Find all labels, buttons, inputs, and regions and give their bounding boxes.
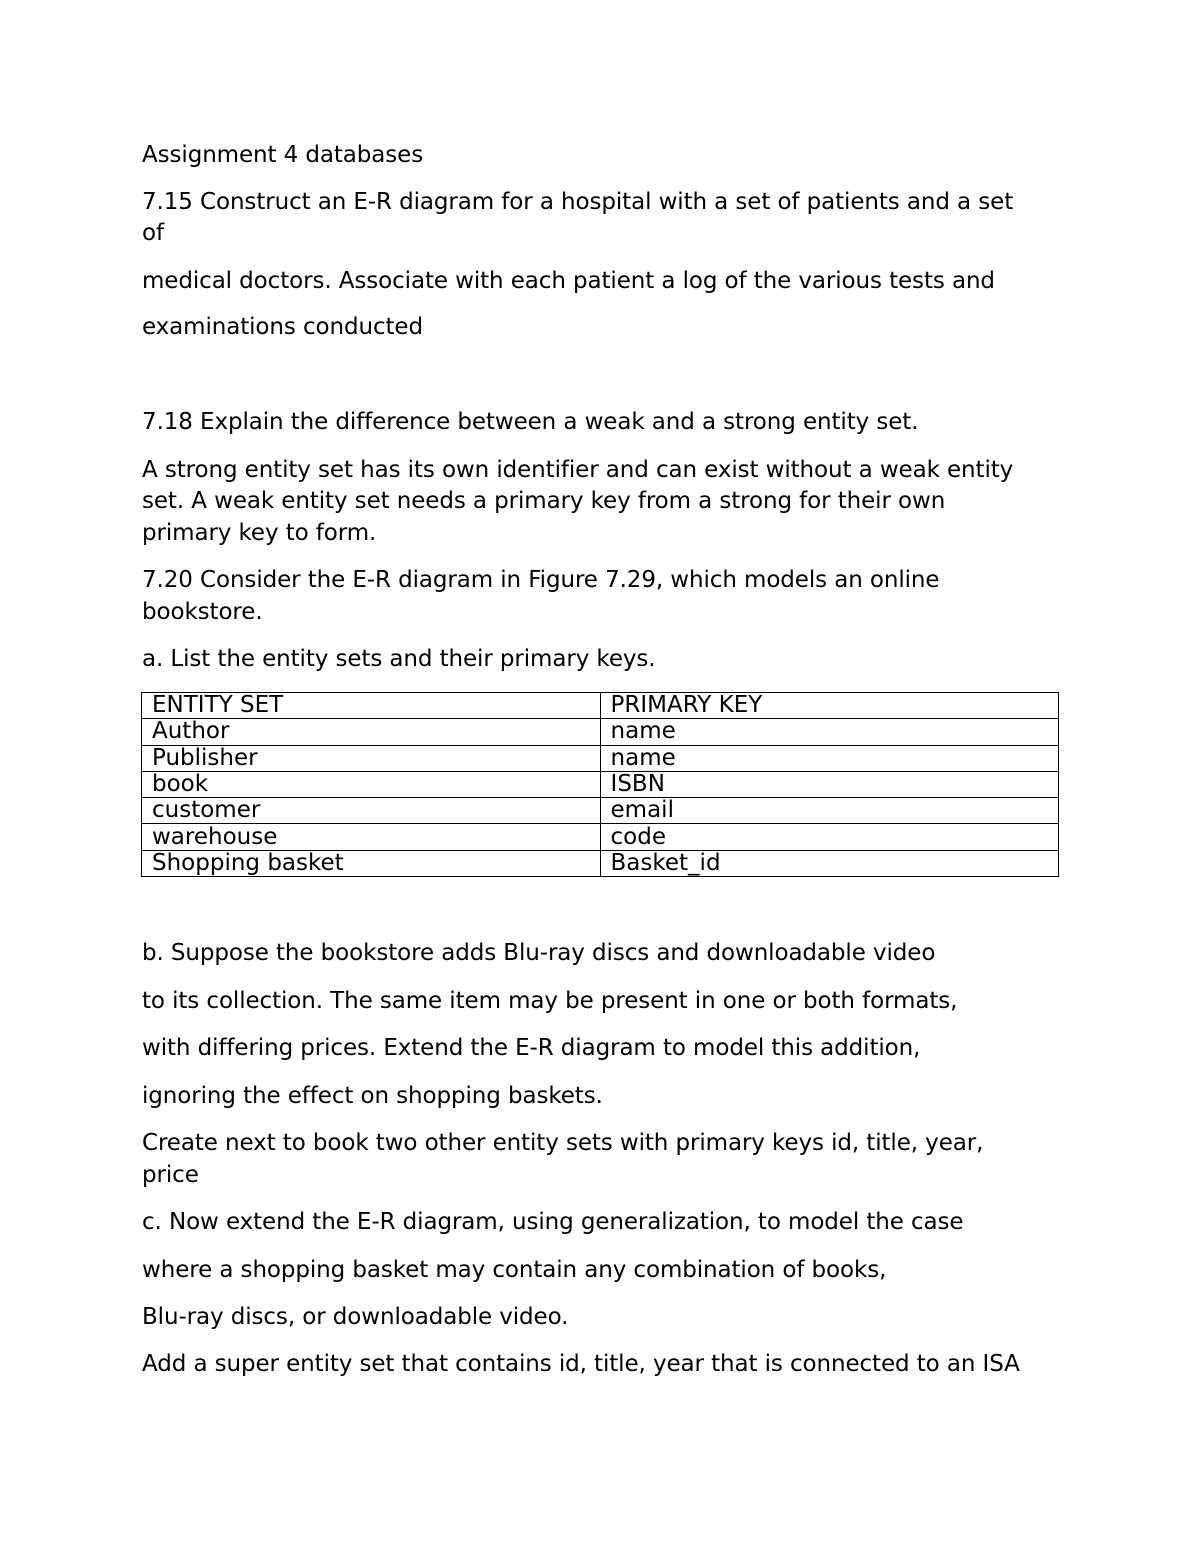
part-b-line-3: with differing prices. Extend the E-R diagram to model this addition, <box>142 1035 921 1061</box>
part-c-answer-line-1: Add a super entity set that contains id, title, year that is connected to an ISA <box>142 1351 1020 1377</box>
part-b-answer-line-1: Create next to book two other entity sets with primary keys id, title, year, <box>142 1130 984 1156</box>
table-cell: Author <box>142 719 601 745</box>
table-cell: email <box>600 798 1058 824</box>
table-row <box>142 850 1059 876</box>
table-cell: Publisher <box>142 745 601 771</box>
table-cell: code <box>600 824 1058 850</box>
document-title: Assignment 4 databases <box>142 142 424 168</box>
table-header-cell: ENTITY SET <box>142 693 601 719</box>
table-row <box>142 798 1059 824</box>
question-7-15-line-4: examinations conducted <box>142 314 423 340</box>
table-cell: warehouse <box>142 824 601 850</box>
table-row <box>142 824 1059 850</box>
part-b-line-4: ignoring the effect on shopping baskets. <box>142 1083 603 1109</box>
part-c-line-3: Blu-ray discs, or downloadable video. <box>142 1304 569 1330</box>
part-b-line-1: b. Suppose the bookstore adds Blu-ray discs and downloadable video <box>142 940 936 966</box>
table-header-row <box>142 693 1059 719</box>
answer-7-18-line-2: set. A weak entity set needs a primary key from a strong for their own <box>142 488 946 514</box>
table-row <box>142 719 1059 745</box>
table-cell: book <box>142 771 601 797</box>
table-cell: customer <box>142 798 601 824</box>
table-cell: name <box>600 719 1058 745</box>
table-cell: Basket_id <box>600 850 1058 876</box>
answer-7-18-line-3: primary key to form. <box>142 520 377 546</box>
table-row <box>142 745 1059 771</box>
table-cell: name <box>600 745 1058 771</box>
question-7-20-line-2: bookstore. <box>142 599 263 625</box>
table-row <box>142 771 1059 797</box>
answer-7-18-line-1: A strong entity set has its own identifier and can exist without a weak entity <box>142 457 1014 483</box>
question-7-20-line-1: 7.20 Consider the E-R diagram in Figure 7.29, which models an online <box>142 567 940 593</box>
question-7-15-line-3: medical doctors. Associate with each patient a log of the various tests and <box>142 268 995 294</box>
table-header-cell: PRIMARY KEY <box>600 693 1058 719</box>
table-cell: ISBN <box>600 771 1058 797</box>
question-7-15-line-2: of <box>142 220 164 246</box>
entity-set-table <box>141 692 1059 877</box>
part-b-line-2: to its collection. The same item may be present in one or both formats, <box>142 988 958 1014</box>
table-cell: Shopping basket <box>142 850 601 876</box>
question-7-18: 7.18 Explain the difference between a weak and a strong entity set. <box>142 409 919 435</box>
part-b-answer-line-2: price <box>142 1162 199 1188</box>
part-a-question: a. List the entity sets and their primary keys. <box>142 646 656 672</box>
part-c-line-1: c. Now extend the E-R diagram, using generalization, to model the case <box>142 1209 964 1235</box>
part-c-line-2: where a shopping basket may contain any combination of books, <box>142 1257 887 1283</box>
question-7-15-line-1: 7.15 Construct an E-R diagram for a hospital with a set of patients and a set <box>142 189 1014 215</box>
